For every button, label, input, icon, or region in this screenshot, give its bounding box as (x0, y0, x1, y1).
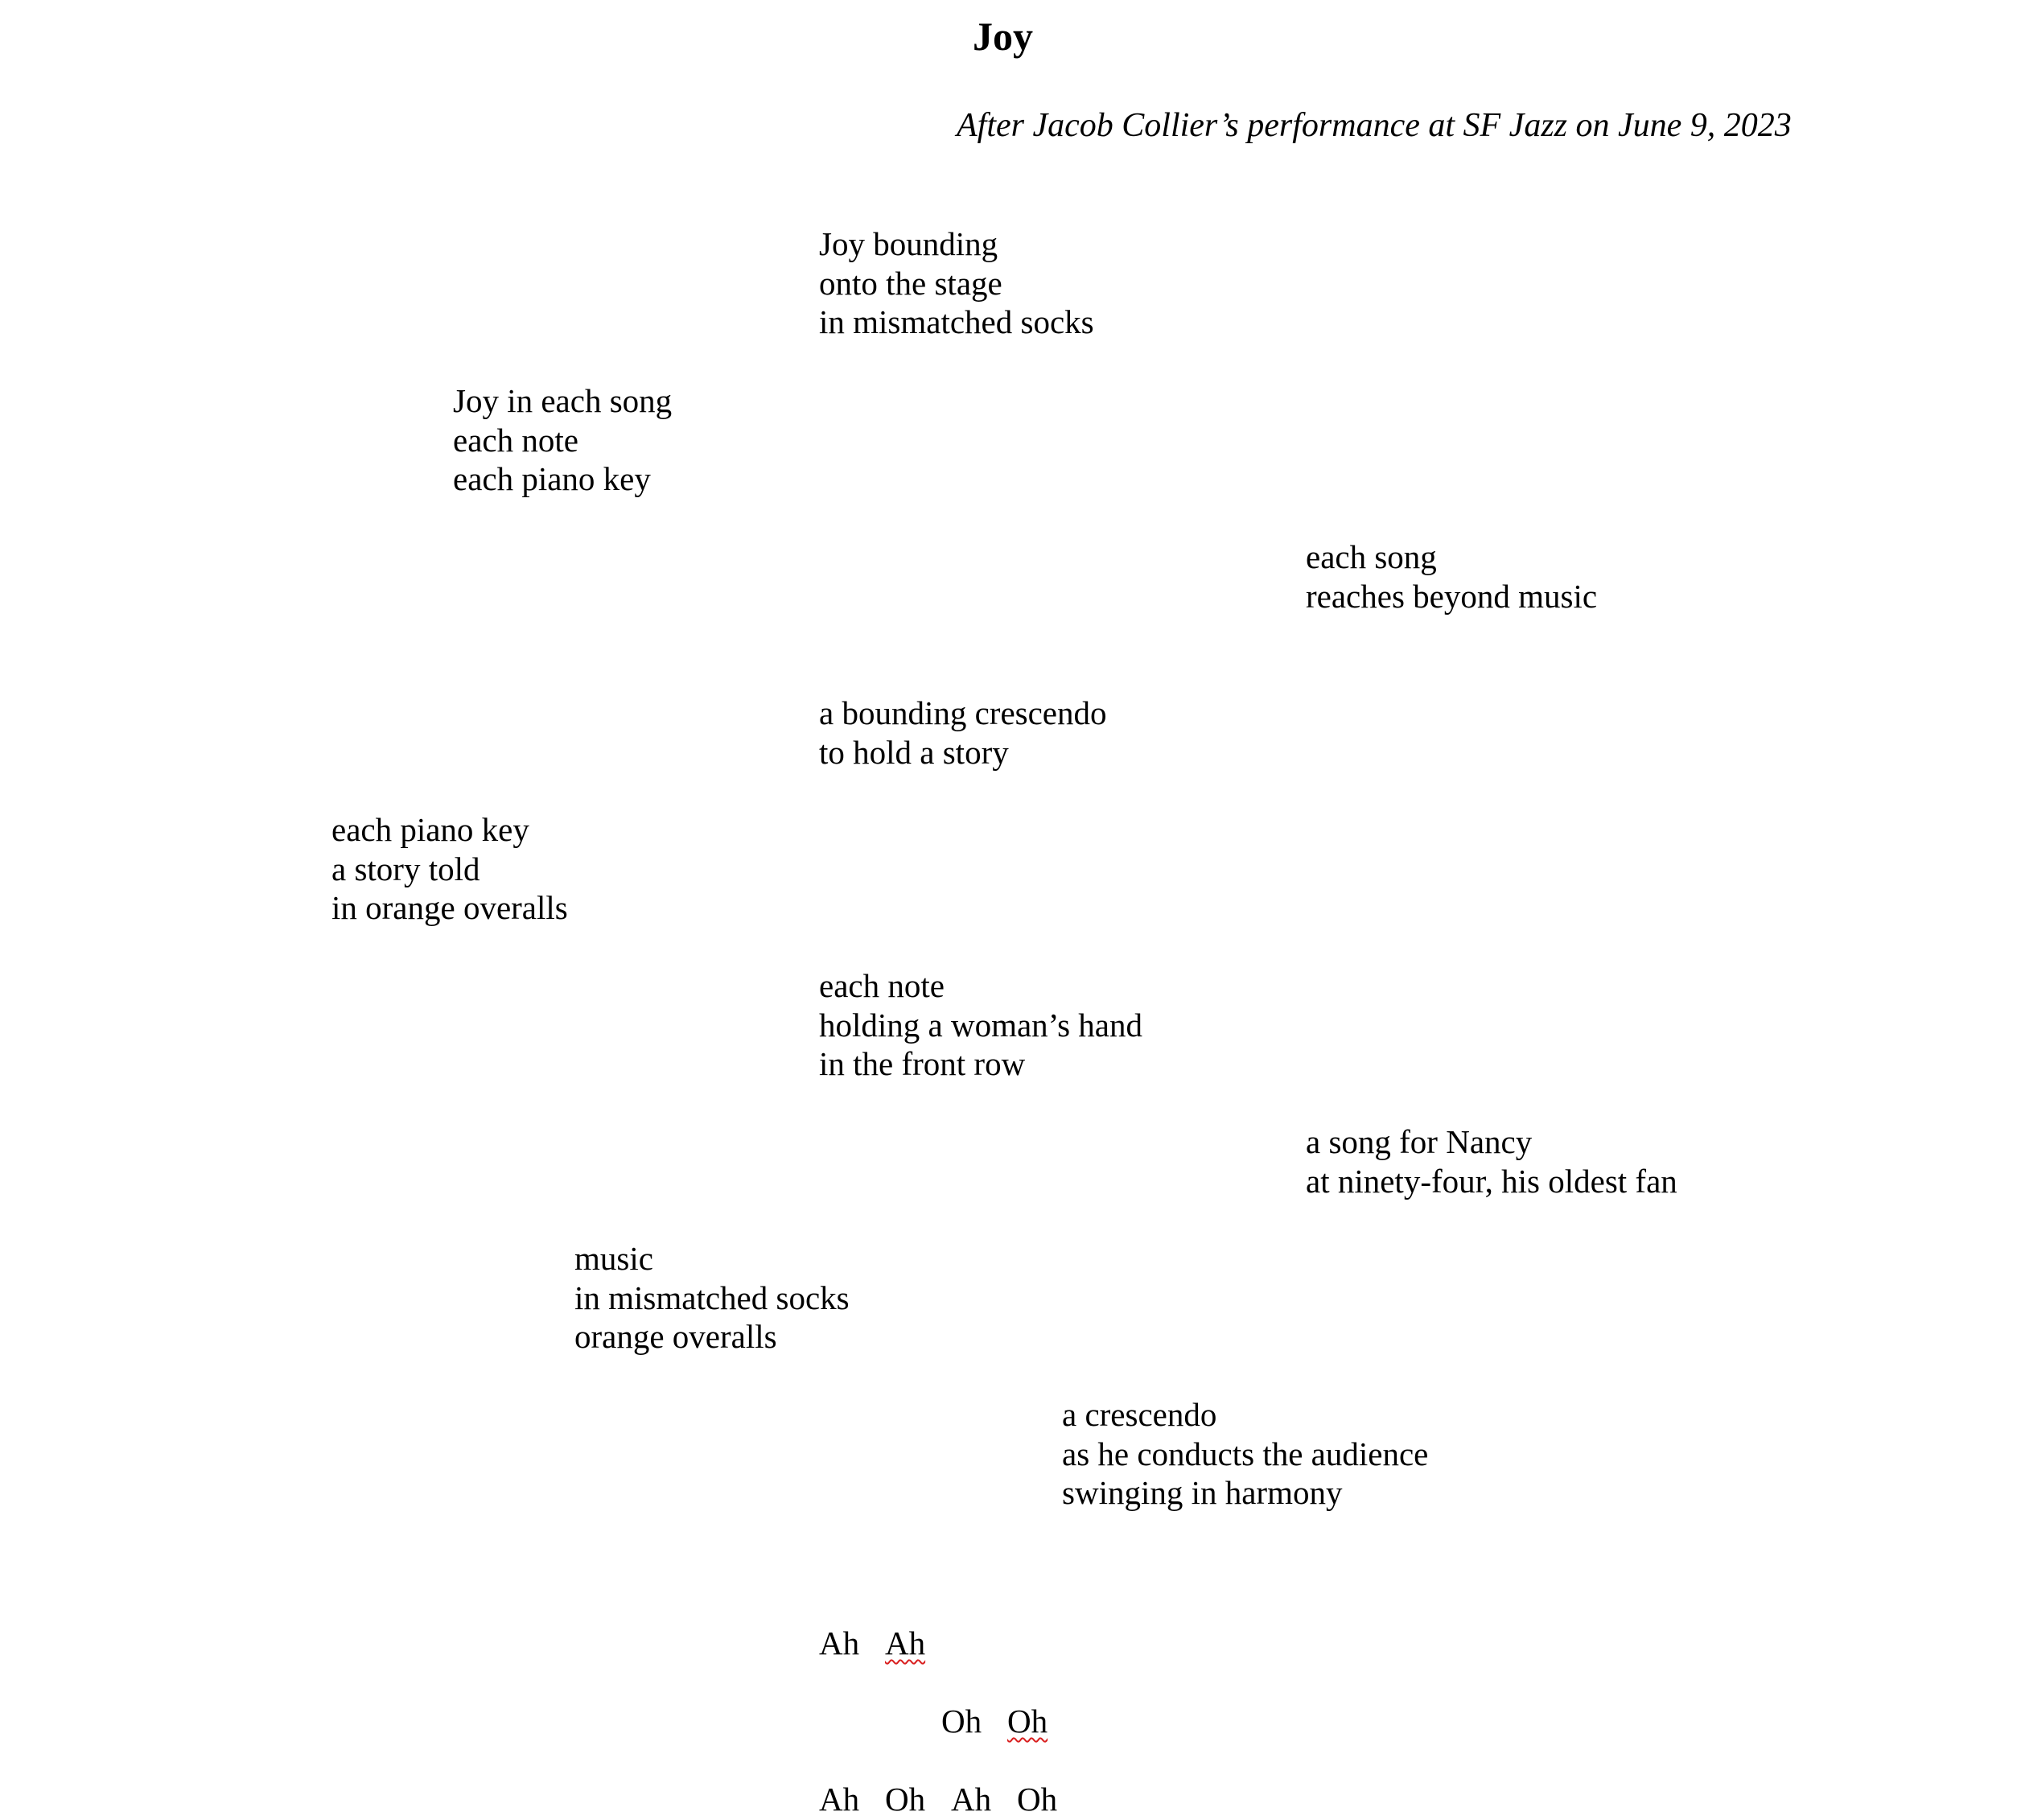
stanza-line: each piano key (331, 811, 529, 848)
chant-word-misspelled: Oh (1007, 1703, 1048, 1740)
stanza-line: a crescendo (1062, 1396, 1217, 1433)
chant-line-2 (941, 1702, 1263, 1742)
stanza-1 (819, 224, 1094, 342)
stanza-line: onto the stage (819, 264, 1002, 302)
chant-word: Ah (951, 1781, 992, 1818)
chant-word: Oh (1017, 1781, 1058, 1818)
stanza-line: each note (819, 967, 945, 1004)
poem-dedication: After Jacob Collier’s performance at SF Jazz on June 9, 2023 (957, 107, 1792, 144)
stanza-line: holding a woman’s hand (819, 1006, 1142, 1044)
chant-word: Ah (819, 1624, 860, 1661)
stanza-4 (819, 694, 1107, 772)
stanza-line: in mismatched socks (819, 303, 1094, 340)
stanza-line: orange overalls (574, 1318, 777, 1355)
stanza-line: in the front row (819, 1045, 1026, 1082)
chant-line-1 (819, 1624, 1141, 1664)
stanza-line: at ninety-four, his oldest fan (1306, 1162, 1677, 1200)
stanza-line: in mismatched socks (574, 1279, 850, 1316)
stanza-5 (331, 810, 568, 928)
poem-title: Joy (973, 14, 1033, 59)
stanza-line: swinging in harmony (1062, 1474, 1343, 1511)
chant-line-3 (819, 1780, 1141, 1820)
stanza-line: reaches beyond music (1306, 577, 1598, 615)
stanza-line: Joy bounding (819, 225, 998, 262)
stanza-2 (453, 381, 672, 499)
stanza-3 (1306, 537, 1597, 616)
chant-word: Oh (941, 1703, 982, 1740)
stanza-line: as he conducts the audience (1062, 1435, 1429, 1472)
stanza-line: to hold a story (819, 733, 1009, 771)
stanza-line: a bounding crescendo (819, 694, 1107, 731)
stanza-line: each note (453, 421, 578, 459)
stanza-line: in orange overalls (331, 889, 568, 926)
stanza-7 (1306, 1122, 1677, 1200)
stanza-line: each piano key (453, 460, 651, 497)
stanza-6 (819, 966, 1142, 1084)
chant-word: Oh (885, 1781, 926, 1818)
stanza-8 (574, 1239, 850, 1357)
stanza-line: each song (1306, 538, 1437, 575)
stanza-line: a story told (331, 850, 480, 887)
stanza-9 (1062, 1395, 1428, 1513)
stanza-line: a song for Nancy (1306, 1123, 1533, 1160)
chant-word-misspelled: Ah (885, 1624, 926, 1661)
stanza-line: music (574, 1240, 653, 1277)
stanza-line: Joy in each song (453, 382, 673, 419)
chant-word: Ah (819, 1781, 860, 1818)
